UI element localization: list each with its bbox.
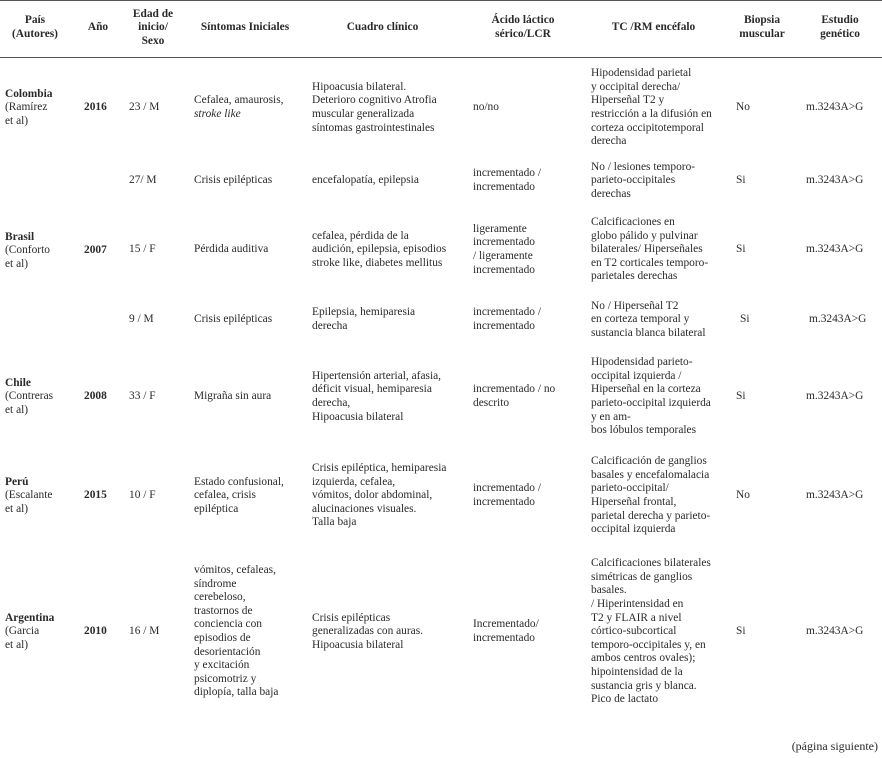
biopsy-cell: Si (736, 174, 746, 187)
biopsy-cell: No (736, 101, 750, 114)
onset-cell: 27/ M (129, 174, 157, 187)
onset-cell: 15 / F (129, 243, 156, 256)
clinical-cell: Crisis epilépticas generalizadas con auras. Hipoacusia bilateral (312, 611, 423, 651)
clinical-cell: Epilepsia, hemiparesia derecha (312, 306, 416, 332)
symptoms-cell: Estado confusional, cefalea, crisis epiléptica (194, 475, 284, 515)
clinical-cell: Crisis epiléptica, hemiparesia izquierda, cefalea, vómitos, dolor abdominal, alucinaciones visuales. Talla baja (312, 462, 447, 529)
group-year: 2010 (84, 625, 107, 638)
lactic-cell: no/no (473, 101, 499, 114)
lactic-cell: Incrementado/ incrementado (473, 618, 539, 644)
genetic-cell: m.3243A>G (806, 390, 864, 403)
lactic-cell: incrementado / incrementado (473, 167, 541, 193)
clinical-cell: encefalopatía, epilepsia (312, 174, 419, 187)
imaging-cell: No / Hiperseñal T2 en corteza temporal y sustancia blanca bilateral (591, 299, 706, 339)
lactic-cell: incrementado / incrementado (473, 306, 541, 332)
group-year: 2015 (84, 489, 107, 502)
biopsy-cell: Si (740, 313, 750, 326)
group-country: Argentina (Garcia et al) (5, 611, 55, 651)
symptoms-cell: Migraña sin aura (194, 390, 272, 403)
group-country: Perú (Escalante et al) (5, 475, 53, 515)
group-country: Chile (Contreras et al) (5, 376, 54, 416)
biopsy-cell: Si (736, 243, 746, 256)
group-country: Brasil (Conforto et al) (5, 230, 50, 270)
lactic-cell: incrementado / no descrito (473, 383, 556, 409)
clinical-cell: Hipertensión arterial, afasia, déficit visual, hemiparesia derecha, Hipoacusia bilateral (312, 369, 442, 423)
header-symptoms: Síntomas Iniciales (200, 21, 290, 34)
lactic-cell: ligeramente incrementado / ligeramente incrementado (473, 222, 535, 276)
clinical-cell: Hipoacusia bilateral. Deterioro cognitivo Atrofia muscular generalizada síntomas gastrointestinales (312, 80, 437, 134)
header-country: País (Autores) (12, 14, 58, 40)
genetic-cell: m.3243A>G (806, 101, 864, 114)
header-onset: Edad de inicio/ Sexo (132, 7, 174, 47)
group-year: 2016 (84, 101, 107, 114)
imaging-cell: Calcificaciones bilaterales simétricas de ganglios basales. / Hiperintensidad en T2 y FLAIR a nivel córtico-subcortical temporo-occipitales y, en ambos centros ovales); hipointensidad de la sustancia gris y blanca. Pico de lactato (591, 557, 711, 706)
symptoms-cell: Cefalea, amaurosis, stroke like (194, 94, 284, 120)
genetic-cell: m.3243A>G (806, 489, 864, 502)
symptoms-cell: vómitos, cefaleas, síndrome cerebeloso, trastornos de conciencia con episodios de desorientación y excitación psicomotriz y diplopía, talla baja (194, 564, 279, 699)
group-year: 2007 (84, 244, 107, 257)
biopsy-cell: No (736, 489, 750, 502)
genetic-cell: m.3243A>G (806, 174, 864, 187)
biopsy-cell: Si (736, 625, 746, 638)
header-bottom-rule (0, 57, 882, 58)
header-clinical: Cuadro clínico (346, 21, 419, 34)
genetic-cell: m.3243A>G (806, 243, 864, 256)
onset-cell: 23 / M (129, 101, 160, 114)
symptoms-cell: Crisis epilépticas (194, 313, 273, 326)
onset-cell: 10 / F (129, 489, 156, 502)
imaging-cell: No / lesiones temporo- parieto-occipitales derechas (591, 160, 696, 200)
header-imaging: TC /RM encéfalo (611, 21, 696, 34)
onset-cell: 16 / M (129, 625, 160, 638)
header-lactic: Ácido láctico sérico/LCR (491, 14, 555, 40)
header-biopsy: Biopsia muscular (739, 14, 785, 40)
imaging-cell: Hipodensidad parieto- occipital izquierda / Hiperseñal en la corteza parieto-occipital izquierda y en am- bos lóbulos temporales (591, 356, 711, 437)
imaging-cell: Calcificaciones en globo pálido y pulvinar bilaterales/ Hiperseñales en T2 corticales temporo- parietales derechas (591, 216, 709, 283)
lactic-cell: incrementado / incrementado (473, 482, 541, 508)
imaging-cell: Calcificación de ganglios basales y encefalomalacia parieto-occipital/ Hiperseñal frontal, parietal derecha y parieto- occipital izquierda (591, 455, 711, 536)
onset-cell: 9 / M (129, 313, 154, 326)
page-continuation-note: (página siguiente) (791, 739, 878, 753)
imaging-cell: Hipodensidad parietal y occipital derecha/ Hiperseñal T2 y restricción a la difusión en corteza occipitotemporal derecha (591, 67, 712, 148)
header-year: Año (87, 21, 109, 34)
genetic-cell: m.3243A>G (809, 313, 867, 326)
group-country: Colombia (Ramírez et al) (5, 87, 53, 127)
genetic-cell: m.3243A>G (806, 625, 864, 638)
onset-cell: 33 / F (129, 390, 156, 403)
header-genetic: Estudio genético (820, 14, 860, 40)
symptoms-cell: Pérdida auditiva (194, 243, 269, 256)
group-year: 2008 (84, 390, 107, 403)
clinical-cell: cefalea, pérdida de la audición, epilepsia, episodios stroke like, diabetes mellitus (312, 229, 447, 269)
symptoms-cell: Crisis epilépticas (194, 174, 273, 187)
biopsy-cell: Si (736, 390, 746, 403)
